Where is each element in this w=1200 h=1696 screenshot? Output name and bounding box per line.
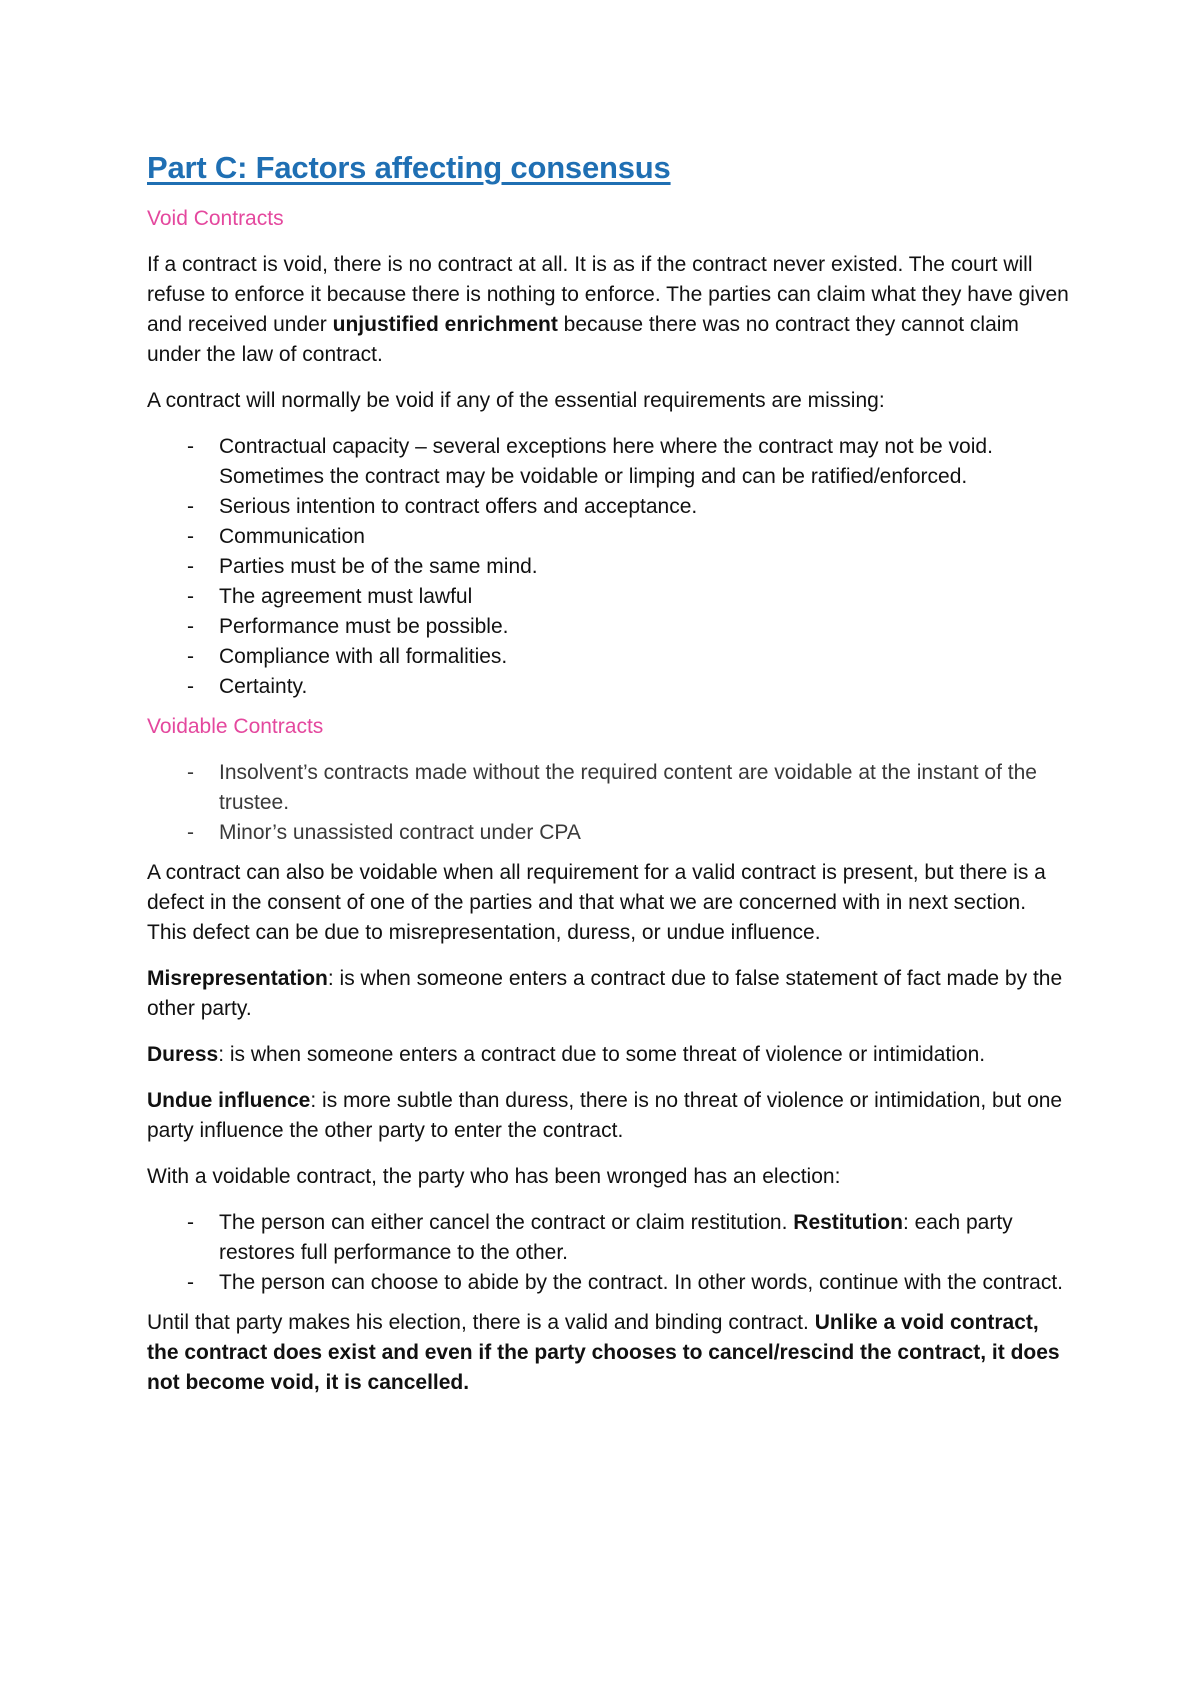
list-item: - Contractual capacity – several exceptions here where the contract may not be void. Sometimes the contract may be voidable or limping and can be ratified/enforced. (147, 432, 1070, 492)
restitution-term: Restitution (793, 1211, 903, 1234)
dash-bullet: - (187, 675, 194, 698)
void-intro-paragraph (147, 250, 1070, 370)
list-item: - Communication (147, 522, 1070, 552)
list-item: - Compliance with all formalities. (147, 642, 1070, 672)
list-item: - Parties must be of the same mind. (147, 552, 1070, 582)
page-title: Part C: Factors affecting consensus (147, 150, 671, 185)
list-item: - The person can choose to abide by the contract. In other words, continue with the contract. (147, 1268, 1070, 1298)
election-intro: With a voidable contract, the party who has been wronged has an election: (147, 1165, 841, 1188)
dash-bullet: - (187, 761, 194, 784)
dash-bullet: - (187, 555, 194, 578)
dash-bullet: - (187, 585, 194, 608)
misrepresentation-definition: Misrepresentation: is when someone enters a contract due to false statement of fact made by the other party. (147, 967, 1063, 1020)
list-item: - The person can either cancel the contract or claim restitution. Restitution: each party restores full performance to the other. (147, 1208, 1070, 1268)
void-requirements-list (147, 432, 1070, 702)
dash-bullet: - (187, 1271, 194, 1294)
void-contracts-heading: Void Contracts (147, 207, 284, 230)
void-intro-text-end: because there was no contract they cannot claim under the law of contract. (147, 313, 1019, 366)
void-requirements-intro: A contract will normally be void if any of the essential requirements are missing: (147, 389, 885, 412)
list-item: - Minor’s unassisted contract under CPA (147, 818, 1070, 848)
list-item: - Certainty. (147, 672, 1070, 702)
voidable-examples-list (147, 758, 1070, 848)
voidable-defect-paragraph: A contract can also be voidable when all requirement for a valid contract is present, but there is a defect in the consent of one of the parties and that what we are concerned with in next section. This defect can be due to misrepresentation, duress, or undue influence. (147, 861, 1046, 944)
dash-bullet: - (187, 1211, 194, 1234)
undue-influence-definition: Undue influence: is more subtle than duress, there is no threat of violence or intimidation, but one party influence the other party to enter the contract. (147, 1089, 1063, 1142)
misrepresentation-term: Misrepresentation (147, 967, 328, 990)
undue-influence-term: Undue influence (147, 1089, 311, 1112)
election-options-list (147, 1208, 1070, 1298)
dash-bullet: - (187, 821, 194, 844)
dash-bullet: - (187, 495, 194, 518)
void-intro-text: If a contract is void, there is no contract at all. It is as if the contract never existed. The court will refuse to enforce it because there is nothing to enforce. The parties can claim what they have given and received under (147, 253, 1069, 336)
list-item: - Performance must be possible. (147, 612, 1070, 642)
unjustified-enrichment-term: unjustified enrichment (332, 313, 558, 336)
list-item: - The agreement must lawful (147, 582, 1070, 612)
closing-paragraph: Until that party makes his election, there is a valid and binding contract. Unlike a void contract, the contract does exist and even if the party chooses to cancel/rescind the contract, it does not become void, it is cancelled. (147, 1311, 1060, 1394)
duress-term: Duress (147, 1043, 219, 1066)
dash-bullet: - (187, 645, 194, 668)
dash-bullet: - (187, 435, 194, 458)
list-item: - Insolvent’s contracts made without the required content are voidable at the instant of the trustee. (147, 758, 1070, 818)
duress-definition: Duress: is when someone enters a contract due to some threat of violence or intimidation. (147, 1043, 986, 1066)
closing-emphasis: Unlike a void contract, the contract does exist and even if the party chooses to cancel/rescind the contract, it does not become void, it is cancelled. (147, 1311, 1060, 1394)
voidable-contracts-heading: Voidable Contracts (147, 715, 324, 738)
dash-bullet: - (187, 615, 194, 638)
list-item: - Serious intention to contract offers and acceptance. (147, 492, 1070, 522)
dash-bullet: - (187, 525, 194, 548)
